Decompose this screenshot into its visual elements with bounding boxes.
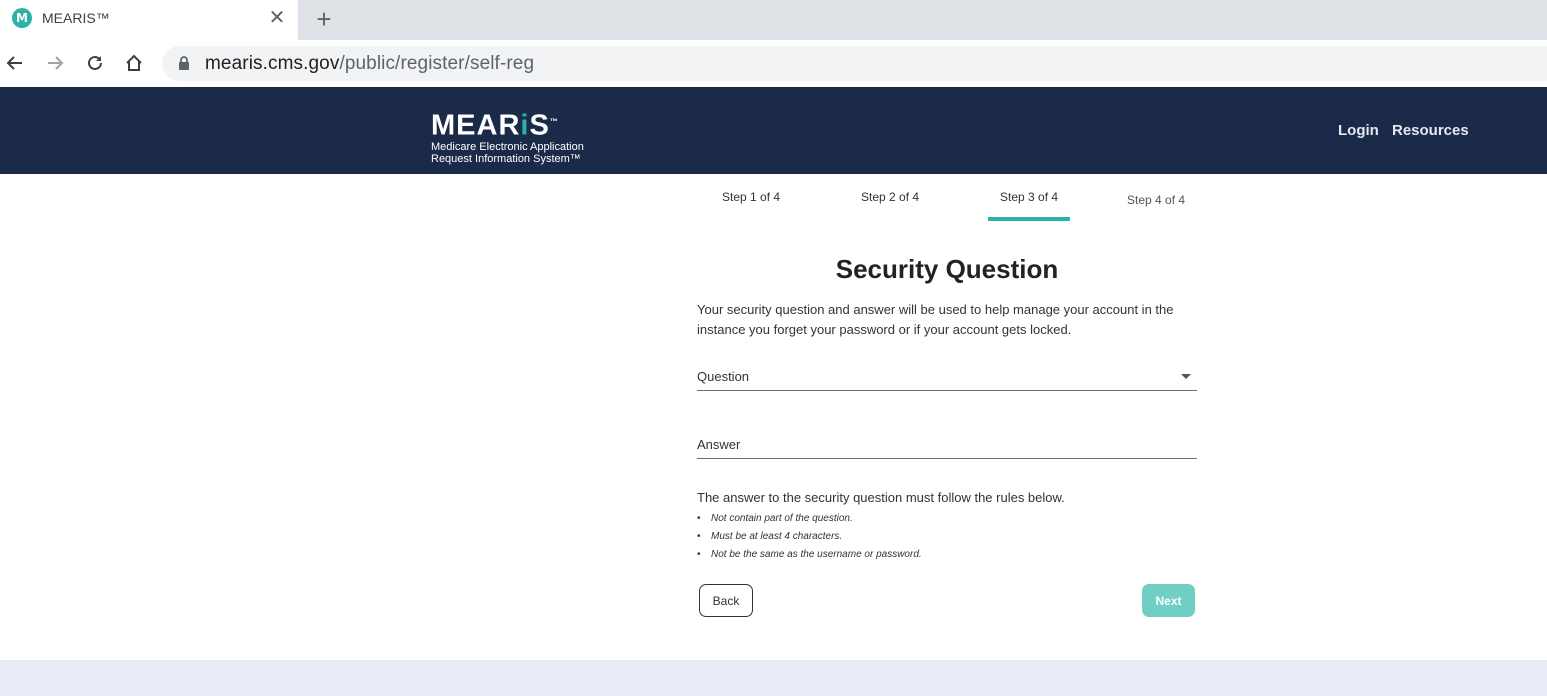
forward-arrow-icon[interactable] [42, 50, 68, 76]
logo-text-end: S [529, 109, 550, 142]
logo-text-part: MEAR [431, 109, 521, 142]
active-step-indicator [988, 217, 1070, 221]
rules-list [697, 510, 922, 564]
home-icon[interactable] [121, 50, 147, 76]
back-button[interactable]: Back [699, 584, 753, 617]
step-2: Step 2 of 4 [861, 190, 920, 204]
dropdown-caret-icon [1181, 374, 1191, 379]
new-tab-icon[interactable]: + [316, 4, 332, 34]
answer-input[interactable] [697, 436, 1197, 459]
question-select[interactable] [697, 368, 1197, 391]
step-1: Step 1 of 4 [722, 190, 781, 204]
address-bar[interactable] [162, 46, 1547, 81]
url-path: /public/register/self-reg [339, 53, 535, 74]
browser-toolbar [0, 40, 1547, 87]
login-link[interactable]: Login [1338, 122, 1379, 139]
next-button[interactable]: Next [1142, 584, 1195, 617]
step-3-active: Step 3 of 4 [1000, 190, 1059, 204]
site-header [0, 87, 1547, 174]
rules-heading: The answer to the security question must follow the rules below. [697, 490, 1065, 505]
page-description: Your security question and answer will be used to help manage your account in the instance you forget your password or if your account gets locked. [697, 302, 1174, 337]
back-arrow-icon[interactable] [2, 50, 28, 76]
logo-wordmark [431, 107, 584, 141]
logo-trademark: ™ [549, 117, 559, 126]
close-tab-icon[interactable]: ✕ [268, 7, 286, 29]
browser-tab[interactable] [0, 0, 298, 40]
browser-tab-bar [0, 0, 1547, 40]
reload-icon[interactable] [82, 50, 108, 76]
lock-icon [178, 56, 190, 70]
footer [0, 660, 1547, 696]
logo-subtitle-line2: Request Information System™ [431, 152, 581, 165]
url-text [205, 53, 534, 75]
logo-subtitle-line1: Medicare Electronic Application [431, 140, 584, 153]
mearis-logo[interactable] [431, 107, 584, 165]
logo-text-accent: i [520, 109, 530, 142]
favicon-icon: M [12, 8, 32, 28]
rule-item: • Must be at least 4 characters. [697, 528, 922, 546]
question-label: Question [697, 369, 750, 384]
resources-link[interactable]: Resources [1392, 122, 1469, 139]
tab-title: MEARIS™ [42, 10, 110, 26]
page-title: Security Question [835, 254, 1059, 284]
step-4: Step 4 of 4 [1127, 193, 1186, 207]
rule-item: • Not contain part of the question. [697, 510, 922, 528]
url-host: mearis.cms.gov [205, 53, 340, 74]
rule-item: • Not be the same as the username or password. [697, 546, 922, 564]
answer-label: Answer [697, 437, 741, 452]
